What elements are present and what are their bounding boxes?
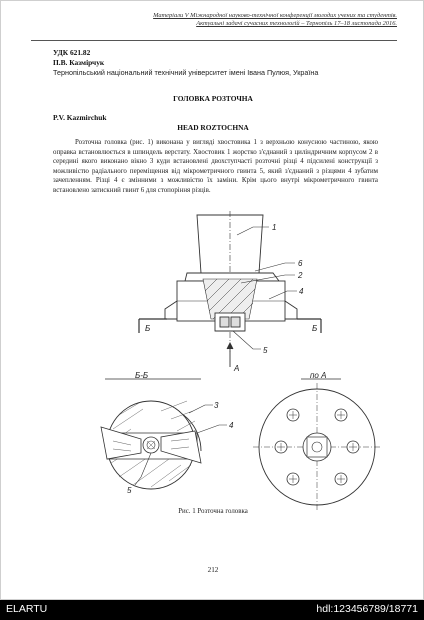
section-mark-right: Б bbox=[312, 324, 318, 333]
author-en: P.V. Kazmirchuk bbox=[53, 113, 107, 122]
label-6: 6 bbox=[298, 259, 303, 268]
page-number: 212 bbox=[207, 566, 219, 574]
header-line-1: Матеріали V Міжнародної науково-технічної конференції молодих учених та студентів. bbox=[153, 12, 397, 19]
view-a-title: по А bbox=[310, 371, 327, 380]
title-en: HEAD ROZTOCHNA bbox=[177, 123, 249, 132]
header-line-2: Актуальні задачі сучасних технологій – Тернопіль 17–18 листопада 2016. bbox=[196, 20, 397, 28]
label-2: 2 bbox=[298, 271, 303, 280]
section-mark-left: Б bbox=[145, 324, 151, 333]
section-bb-title: Б-Б bbox=[135, 371, 149, 380]
repository-name[interactable]: ELARTU bbox=[6, 603, 48, 615]
udk-code: УДК 621.82 bbox=[53, 48, 91, 57]
label-1: 1 bbox=[272, 223, 277, 232]
handle-id[interactable]: hdl:123456789/18771 bbox=[316, 603, 418, 615]
title-ua: ГОЛОВКА РОЗТОЧНА bbox=[173, 94, 253, 103]
label-5: 5 bbox=[263, 346, 268, 355]
view-arrow-label: А bbox=[234, 364, 240, 373]
label-4: 4 bbox=[299, 287, 304, 296]
body-paragraph: Розточна головка (рис. 1) виконана у вигляді хвостовика 1 з верхньою конусною частиною, якою оправка встановлюється в шпиндель верстату. Хвостовик 1 жорстко з'єднаний з циліндричним корпусом 2 в середині якого виконано вікно 3 куди встановлені двохступчасті розточні різці 4 підсилені конструкції з можливістю радіального переміщення від мікрометричного гвинта 5, який з'єднаний з різцями 4 зубатим зачепленням. Різці 4 є змінними з можливістю їх заміни. Крім цього внутрі мікрометричного гвинта встановлено затискний гвинт 6 для стопоріння різців. bbox=[53, 139, 378, 194]
figure-caption: Рис. 1 Розточна головка bbox=[178, 508, 248, 515]
label-5-bottom: 5 bbox=[127, 486, 132, 495]
label-4-bottom: 4 bbox=[229, 421, 234, 430]
affiliation: Тернопільський національний технічний університет імені Івана Пулюя, Україна bbox=[53, 68, 319, 77]
label-3: 3 bbox=[214, 401, 219, 410]
author-ua: П.В. Казмірчук bbox=[53, 58, 105, 67]
